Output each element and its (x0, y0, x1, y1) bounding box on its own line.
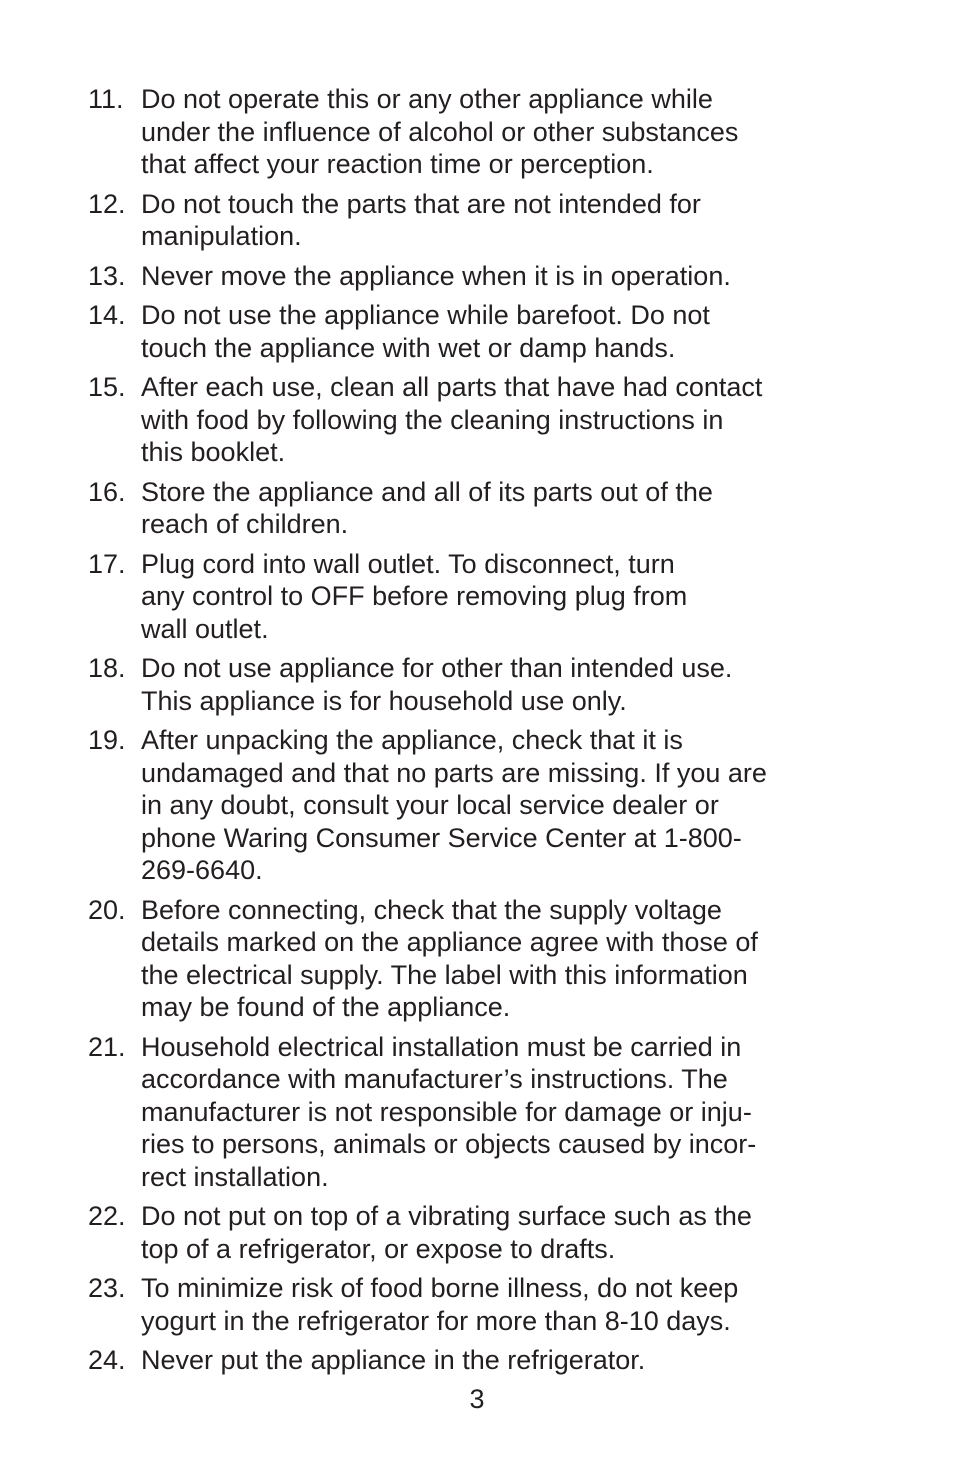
page-number: 3 (469, 1384, 485, 1414)
item-number: 11. (88, 84, 124, 114)
item-text: Plug cord into wall outlet. To disconnect, turn any control to OFF before removing plug from wall outlet. (141, 548, 688, 644)
list-item (88, 83, 868, 181)
item-text: Do not use the appliance while barefoot. Do not touch the appliance with wet or damp hands. (141, 300, 710, 363)
list-item (88, 652, 868, 717)
item-number: 22. (88, 1201, 126, 1231)
item-number: 20. (88, 894, 126, 925)
item-number: 19. (88, 725, 126, 755)
item-number: 17. (88, 548, 126, 579)
list-item (88, 188, 868, 253)
item-text: Never put the appliance in the refrigerator. (141, 1345, 646, 1375)
list-item (88, 548, 868, 646)
item-number: 21. (88, 1031, 126, 1062)
list-item (88, 260, 868, 293)
item-number: 24. (88, 1345, 126, 1375)
list-item (88, 1344, 868, 1377)
item-text: Do not put on top of a vibrating surface such as the top of a refrigerator, or expose to drafts. (141, 1201, 752, 1264)
list-item (88, 476, 868, 541)
list-item (88, 1272, 868, 1337)
list-item (88, 299, 868, 364)
item-text: After each use, clean all parts that have had contact with food by following the cleaning instructions in this booklet. (141, 372, 763, 467)
item-text: Do not use appliance for other than intended use. This appliance is for household use only. (141, 653, 733, 716)
list-item (88, 1031, 868, 1194)
list-item (88, 371, 868, 469)
list-item (88, 1200, 868, 1265)
item-text: Do not touch the parts that are not intended for manipulation. (141, 188, 701, 251)
item-number: 14. (88, 300, 126, 330)
item-number: 12. (88, 188, 126, 219)
item-text: Do not operate this or any other appliance while under the influence of alcohol or other substances that affect your reaction time or perception. (141, 84, 739, 179)
list-item (88, 894, 868, 1024)
item-number: 16. (88, 476, 126, 507)
item-number: 15. (88, 372, 126, 402)
item-text: Household electrical installation must be carried in accordance with manufacturer’s instructions. The manufacturer is not responsible for damage or inju- ries to persons, animals or objects caused by incor- rect installation. (141, 1031, 757, 1192)
item-number: 13. (88, 260, 126, 291)
item-text: To minimize risk of food borne illness, do not keep yogurt in the refrigerator for more than 8-10 days. (141, 1273, 739, 1336)
list-item (88, 724, 868, 887)
item-number: 23. (88, 1273, 126, 1303)
item-text: Before connecting, check that the supply voltage details marked on the appliance agree with those of the electrical supply. The label with this information may be found of the appliance. (141, 894, 758, 1022)
item-text: After unpacking the appliance, check that it is undamaged and that no parts are missing. If you are in any doubt, consult your local service dealer or phone Waring Consumer Service Center at 1-800- 269-6640. (141, 725, 767, 885)
item-text: Never move the appliance when it is in operation. (141, 260, 731, 291)
safety-instructions-list (88, 83, 868, 1384)
item-number: 18. (88, 653, 126, 683)
item-text: Store the appliance and all of its parts out of the reach of children. (141, 476, 713, 539)
